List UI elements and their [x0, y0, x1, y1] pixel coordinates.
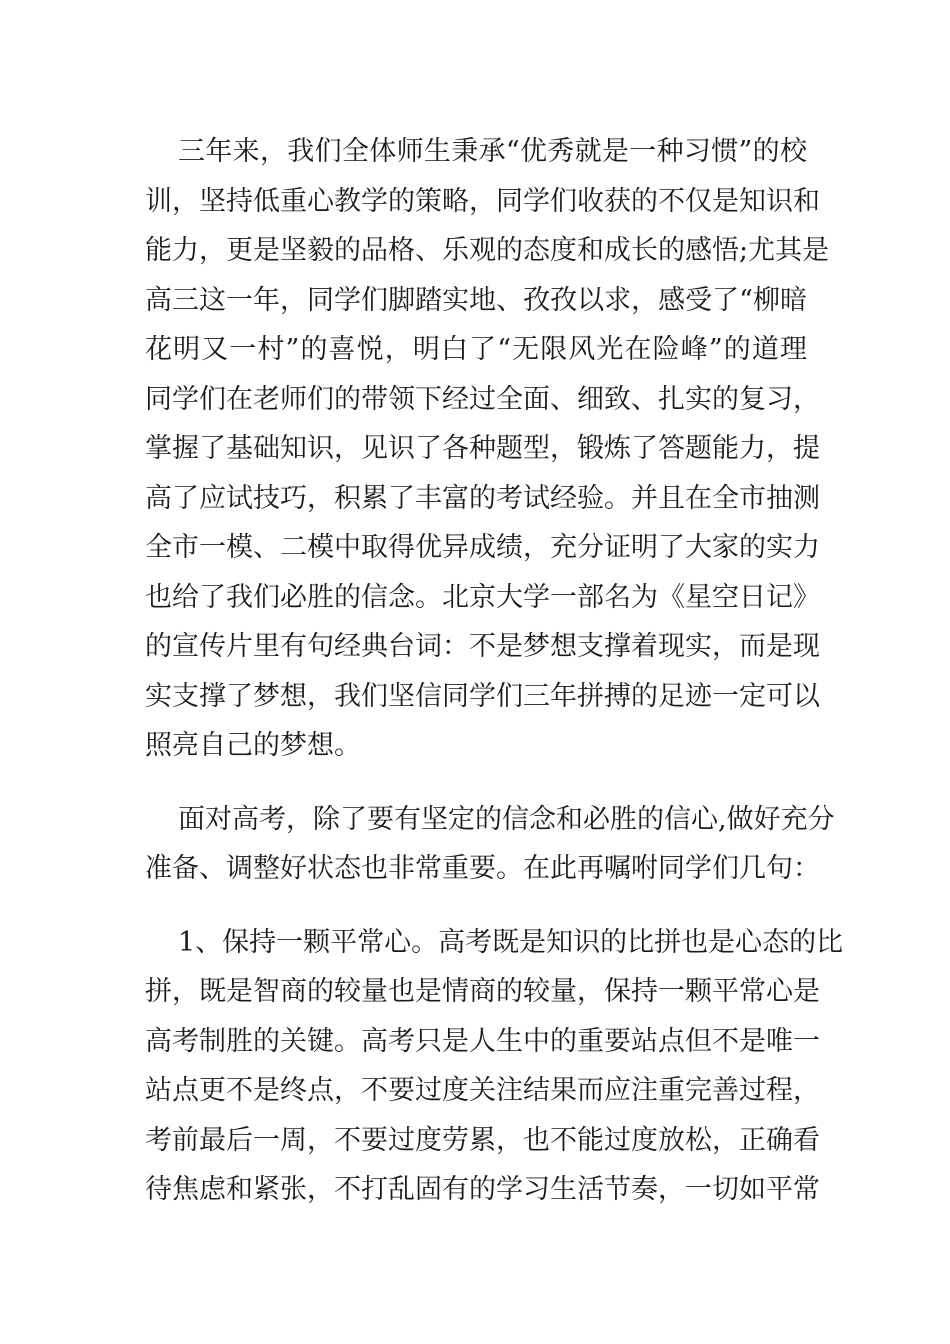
paragraph-3 [145, 918, 844, 1215]
text-line: 掌握了基础知识，见识了各种题型，锻炼了答题能力，提 [145, 433, 820, 464]
text-line: 高了应试技巧，积累了丰富的考试经验。并且在全市抽测 [145, 482, 820, 514]
text-line: 的宣传片里有句经典台词：不是梦想支撑着现实，而是现 [145, 631, 820, 662]
text-line: 实支撑了梦想，我们坚信同学们三年拼搏的足迹一定可以 [145, 680, 820, 712]
text-line: 拼，既是智商的较量也是情商的较量，保持一颗平常心是 [145, 976, 820, 1007]
text-line: 1、保持一颗平常心。高考既是知识的比拼也是心态的比 [178, 926, 844, 958]
text-line: 站点更不是终点，不要过度关注结果而应注重完善过程， [145, 1075, 820, 1106]
text-line: 考前最后一周，不要过度劳累，也不能过度放松，正确看 [145, 1124, 820, 1156]
text-line: 高三这一年，同学们脚踏实地、孜孜以求，感受了“柳暗 [145, 284, 807, 316]
text-line: 准备、调整好状态也非常重要。在此再嘱咐同学们几句： [145, 853, 820, 884]
text-line: 待焦虑和紧张，不打乱固有的学习生活节奏，一切如平常 [145, 1174, 820, 1205]
text-line: 同学们在老师们的带领下经过全面、细致、扎实的复习， [145, 383, 820, 415]
text-line: 全市一模、二模中取得优异成绩，充分证明了大家的实力 [145, 532, 820, 563]
text-line: 训，坚持低重心教学的策略，同学们收获的不仅是知识和 [145, 185, 820, 217]
document-body [145, 127, 844, 1215]
paragraph-spacer [145, 771, 807, 795]
text-line: 能力，更是坚毅的品格、乐观的态度和成长的感悟;尤其是 [145, 235, 830, 266]
text-line: 三年来，我们全体师生秉承“优秀就是一种习惯”的校 [178, 136, 807, 167]
text-line: 面对高考，除了要有坚定的信念和必胜的信心,做好充分 [178, 803, 835, 835]
text-line: 照亮自己的梦想。 [145, 730, 361, 761]
paragraph-2 [145, 795, 835, 894]
paragraph-1 [145, 127, 830, 771]
text-line: 也给了我们必胜的信念。北京大学一部名为《星空日记》 [145, 581, 820, 613]
text-line: 花明又一村”的喜悦，明白了“无限风光在险峰”的道理 [145, 334, 807, 365]
paragraph-spacer [145, 894, 807, 918]
text-line: 高考制胜的关键。高考只是人生中的重要站点但不是唯一 [145, 1025, 820, 1057]
